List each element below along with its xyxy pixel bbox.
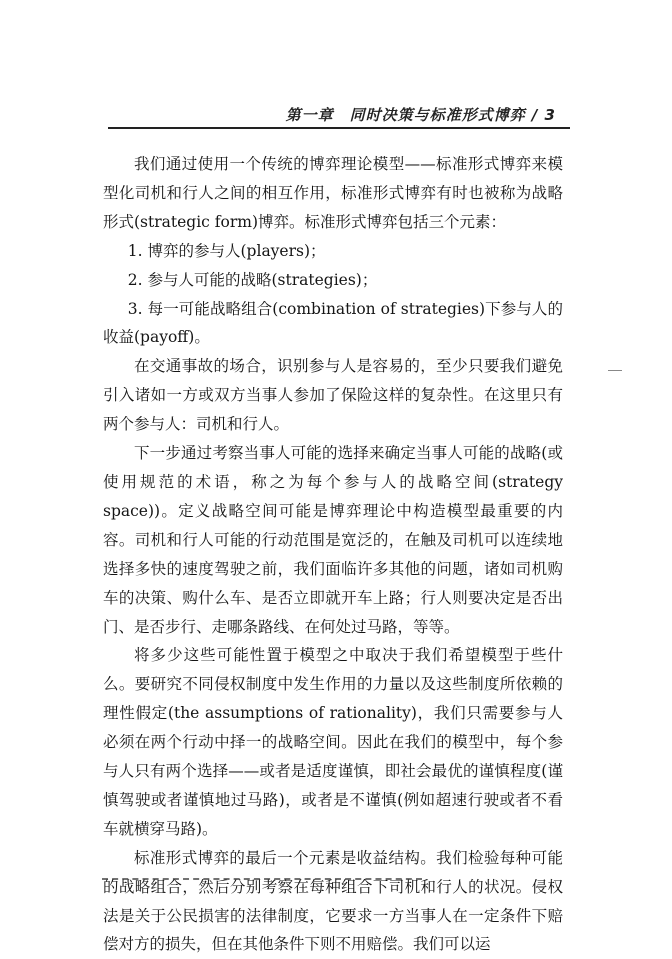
running-header: 第一章 同时决策与标准形式博弈 / 3	[285, 106, 556, 124]
paragraph-model-choices: 将多少这些可能性置于模型之中取决于我们希望模型于些什么。要研究不同侵权制度中发生作用的力量以及这些制度所依赖的理性假定(the assumptions of rationality)，我们只需要参与人必须在两个行动中择一的战略空间。因此在我们的模型中，每个参与人只有两个选择——或者是适度谨慎，即社会最优的谨慎程度(谨慎驾驶或者谨慎地过马路)，或者是不谨慎(例如超速行驶或者不看车就横穿马路)。	[103, 646, 563, 838]
list-item-players: 1. 博弈的参与人(players)；	[127, 241, 326, 260]
paragraph-payoff-structure: 标准形式博弈的最后一个元素是收益结构。我们检验每种可能的战略组合，然后分别考察在每种组合下司机和行人的状况。侵权法是关于公民损害的法律制度，它要求一方当事人在一定条件下赔偿对方的损失，但在其他条件下则不用赔偿。我们可以运	[103, 848, 563, 954]
list-item-payoff: 3. 每一可能战略组合(combination of strategies)下参与人的收益(payoff)。	[103, 299, 563, 347]
margin-mark	[608, 370, 622, 371]
footer-rule	[102, 878, 422, 880]
body-text	[103, 150, 563, 959]
list-item-strategies: 2. 参与人可能的战略(strategies)；	[127, 270, 378, 289]
paragraph-strategy-space: 下一步通过考察当事人可能的选择来确定当事人可能的战略(或使用规范的术语，称之为每个参与人的战略空间(strategy space))。定义战略空间可能是博弈理论中构造模型最重要的内容。司机和行人可能的行动范围是宽泛的，在触及司机可以连续地选择多快的速度驾驶之前，我们面临许多其他的问题，诸如司机购车的决策、购什么车、是否立即就开车上路；行人则要决定是否出门、是否步行、走哪条路线、在何处过马路，等等。	[103, 444, 563, 636]
paragraph-players: 在交通事故的场合，识别参与人是容易的，至少只要我们避免引入诸如一方或双方当事人参加了保险这样的复杂性。在这里只有两个参与人：司机和行人。	[103, 357, 563, 434]
paragraph-intro: 我们通过使用一个传统的博弈理论模型——标准形式博弈来模型化司机和行人之间的相互作用，标准形式博弈有时也被称为战略形式(strategic form)博弈。标准形式博弈包括三个元素：	[103, 155, 563, 231]
header-rule	[108, 127, 570, 129]
